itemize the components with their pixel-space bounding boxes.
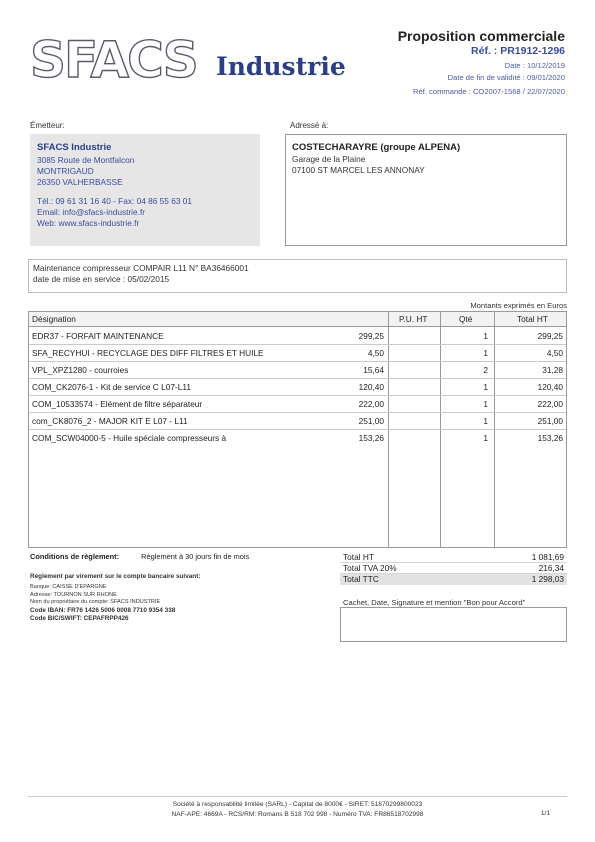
order-reference: Réf. commande : CO2007-1568 / 22/07/2020 bbox=[413, 87, 565, 96]
row-quantity: 1 bbox=[483, 331, 488, 341]
total-ht-value: 1 081,69 bbox=[531, 552, 564, 562]
row-quantity: 1 bbox=[483, 433, 488, 443]
row-quantity: 1 bbox=[483, 399, 488, 409]
document-header bbox=[305, 28, 565, 96]
row-total: 222,00 bbox=[537, 399, 563, 409]
row-designation: com_CK8076_2 - MAJOR KIT E L07 - L11 bbox=[32, 416, 188, 426]
table-row bbox=[29, 396, 566, 413]
total-tva-row bbox=[340, 563, 567, 574]
sender-web: Web: www.sfacs-industrie.fr bbox=[37, 218, 140, 228]
table-header bbox=[29, 312, 566, 327]
row-unit-price: 153,26 bbox=[358, 433, 384, 443]
signature-box bbox=[340, 607, 567, 642]
logo-suffix: Industrie bbox=[216, 52, 346, 81]
header-designation: Désignation bbox=[32, 314, 76, 324]
row-designation: EDR37 - FORFAIT MAINTENANCE bbox=[32, 331, 164, 341]
row-total: 299,25 bbox=[537, 331, 563, 341]
recipient-label: Adressé à: bbox=[290, 121, 329, 130]
row-unit-price: 222,00 bbox=[358, 399, 384, 409]
row-total: 4,50 bbox=[546, 348, 563, 358]
footer-line-2: NAF-APE: 4669A - RCS/RM: Romans B 518 702 998 - Numéro TVA: FR86518702998 bbox=[171, 810, 424, 818]
bank-name: Banque: CAISSE D'EPARGNE bbox=[30, 583, 107, 590]
table-row bbox=[29, 379, 566, 396]
bank-details bbox=[30, 573, 310, 623]
sender-label: Émetteur: bbox=[30, 121, 65, 130]
total-tva-label: Total TVA 20% bbox=[343, 563, 397, 573]
row-quantity: 1 bbox=[483, 382, 488, 392]
validity-date: Date de fin de validité : 09/01/2020 bbox=[447, 73, 565, 82]
row-unit-price: 15,64 bbox=[363, 365, 384, 375]
row-total: 31,28 bbox=[542, 365, 563, 375]
bank-bic: Code BIC/SWIFT: CEPAFRPP426 bbox=[30, 614, 129, 622]
footer bbox=[28, 800, 567, 819]
row-unit-price: 4,50 bbox=[367, 348, 384, 358]
table-row bbox=[29, 413, 566, 430]
conditions-label: Conditions de règlement: bbox=[30, 552, 120, 561]
conditions-value: Règlement à 30 jours fin de mois bbox=[141, 552, 250, 561]
table-row bbox=[29, 362, 566, 379]
signature-label: Cachet, Date, Signature et mention "Bon pour Accord" bbox=[343, 598, 526, 607]
currency-note: Montants exprimés en Euros bbox=[470, 301, 567, 310]
total-ttc-label: Total TTC bbox=[343, 574, 379, 584]
row-designation: COM_CK2076-1 - Kit de service C L07-L11 bbox=[32, 382, 191, 392]
sender-address-2: MONTRIGAUD bbox=[37, 166, 94, 176]
company-logo bbox=[30, 31, 346, 89]
subject-box bbox=[28, 259, 567, 293]
sender-address-1: 3085 Route de Montfalcon bbox=[37, 155, 135, 165]
items-table bbox=[28, 311, 567, 548]
total-ttc-value: 1 298,03 bbox=[531, 574, 564, 584]
bank-owner: Nom du propriétaire du compte: SFACS INDUSTRIE bbox=[30, 599, 161, 606]
row-unit-price: 251,00 bbox=[358, 416, 384, 426]
sender-box bbox=[30, 134, 260, 246]
document-title: Proposition commerciale bbox=[397, 28, 565, 44]
table-row bbox=[29, 328, 566, 345]
total-ht-row bbox=[340, 552, 567, 563]
total-ttc-row bbox=[340, 574, 567, 585]
recipient-address-2: 07100 ST MARCEL LES ANNONAY bbox=[292, 165, 425, 175]
logo-brand: SFACS bbox=[30, 31, 197, 89]
footer-line-1: Société à responsabilité limitée (SARL) - Capital de 8000€ - SIRET: 51870299800023 bbox=[172, 801, 423, 808]
bank-title: Règlement par virement sur le compte bancaire suivant: bbox=[30, 573, 201, 580]
document-reference: Réf. : PR1912-1296 bbox=[471, 45, 565, 57]
total-tva-value: 216,34 bbox=[538, 563, 564, 573]
sender-phone: Tél.: 09 61 31 16 40 - Fax: 04 86 55 63 01 bbox=[37, 196, 192, 206]
payment-conditions bbox=[30, 552, 310, 561]
header-quantity: Qté bbox=[459, 314, 473, 324]
row-designation: VPL_XPZ1280 - courroies bbox=[32, 365, 129, 375]
row-quantity: 2 bbox=[483, 365, 488, 375]
row-designation: COM_10533574 - Elément de filtre séparateur bbox=[32, 399, 203, 409]
footer-divider bbox=[28, 796, 567, 797]
subject-line-1: Maintenance compresseur COMPAIR L11 N° BA36466001 bbox=[33, 263, 249, 273]
row-unit-price: 299,25 bbox=[358, 331, 384, 341]
header-unit-price: P.U. HT bbox=[399, 314, 428, 324]
bank-iban: Code IBAN: FR76 1426 5006 0008 7710 9354 338 bbox=[30, 607, 176, 615]
recipient-name: COSTECHARAYRE (groupe ALPENA) bbox=[292, 142, 461, 153]
row-designation: SFA_RECYHUI - RECYCLAGE DES DIFF FILTRES ET HUILE bbox=[32, 348, 264, 358]
sender-address-3: 26350 VALHERBASSE bbox=[37, 177, 123, 187]
total-ht-label: Total HT bbox=[343, 552, 374, 562]
row-designation: COM_SCW04000-5 - Huile spéciale compresseurs à bbox=[32, 433, 227, 443]
row-total: 251,00 bbox=[537, 416, 563, 426]
row-quantity: 1 bbox=[483, 416, 488, 426]
table-row bbox=[29, 345, 566, 362]
recipient-address-1: Garage de la Plaine bbox=[292, 154, 366, 164]
sender-email: Email: info@sfacs-industrie.fr bbox=[37, 207, 146, 217]
row-total: 120,40 bbox=[537, 382, 563, 392]
recipient-box bbox=[285, 134, 567, 246]
row-quantity: 1 bbox=[483, 348, 488, 358]
row-unit-price: 120,40 bbox=[358, 382, 384, 392]
subject-line-2: date de mise en service : 05/02/2015 bbox=[33, 273, 170, 284]
header-total: Total HT bbox=[517, 314, 548, 324]
document-date: Date : 10/12/2019 bbox=[504, 61, 565, 70]
row-total: 153,26 bbox=[537, 433, 563, 443]
bank-address: Adresse: TOURNON SUR RHONE bbox=[30, 591, 117, 598]
page-number: 1/1 bbox=[540, 810, 550, 817]
table-row bbox=[29, 430, 566, 447]
sender-name: SFACS Industrie bbox=[37, 142, 112, 153]
